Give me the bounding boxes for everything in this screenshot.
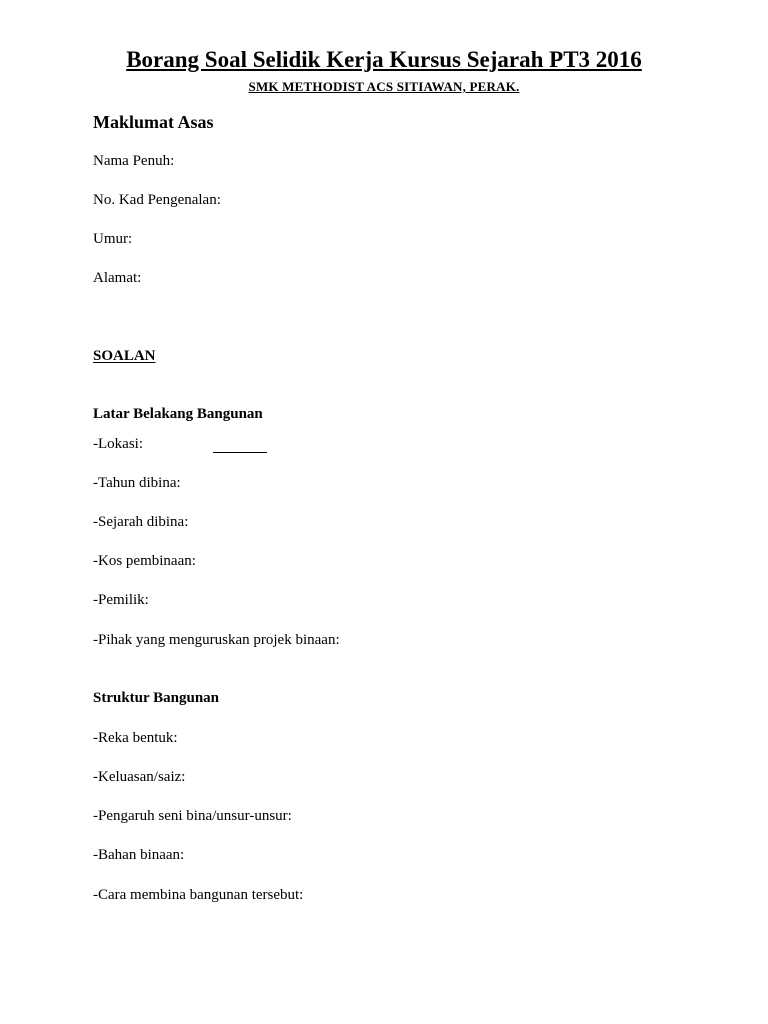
item-reka-bentuk: -Reka bentuk: [93, 730, 178, 746]
maklumat-asas-heading: Maklumat Asas [93, 112, 214, 132]
item-sejarah-dibina: -Sejarah dibina: [93, 514, 189, 530]
item-bahan-binaan: -Bahan binaan: [93, 847, 185, 863]
item-keluasan-saiz: -Keluasan/saiz: [93, 769, 186, 785]
item-tahun-dibina: -Tahun dibina: [93, 475, 181, 491]
field-umur: Umur: [93, 231, 133, 247]
document-subtitle: SMK METHODIST ACS SITIAWAN, PERAK. [248, 79, 520, 94]
item-pengaruh-seni-bina: -Pengaruh seni bina/unsur-unsur: [93, 808, 292, 824]
item-pihak-pengurus: -Pihak yang menguruskan projek binaan: [93, 632, 340, 648]
field-alamat: Alamat: [93, 270, 142, 286]
struktur-heading: Struktur Bangunan [93, 690, 220, 706]
document-title: Borang Soal Selidik Kerja Kursus Sejarah PT3 2016 [126, 47, 642, 72]
item-cara-membina: -Cara membina bangunan tersebut: [93, 887, 304, 903]
lokasi-answer-line [213, 452, 267, 453]
item-kos-pembinaan: -Kos pembinaan: [93, 553, 196, 569]
item-lokasi: -Lokasi: [93, 436, 143, 452]
item-pemilik: -Pemilik: [93, 592, 149, 608]
latar-belakang-heading: Latar Belakang Bangunan [93, 406, 263, 422]
soalan-heading: SOALAN [93, 348, 156, 364]
field-nama-penuh: Nama Penuh: [93, 153, 175, 169]
field-no-kad-pengenalan: No. Kad Pengenalan: [93, 192, 221, 208]
